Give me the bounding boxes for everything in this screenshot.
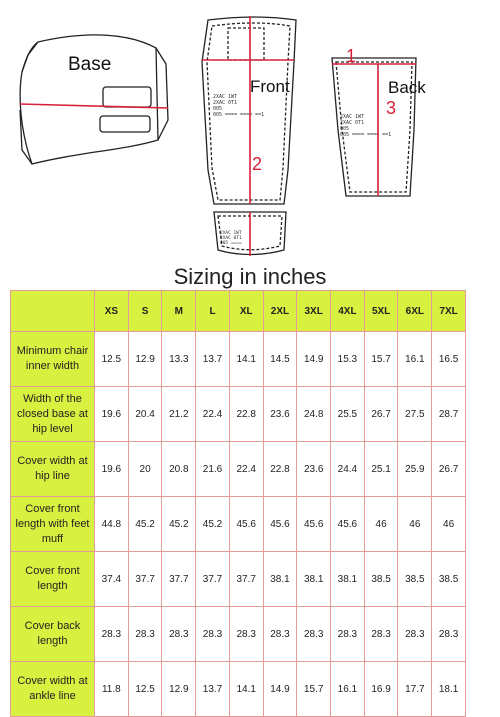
measurement-cell: 14.1 [229, 332, 263, 387]
measurement-cell: 12.9 [162, 662, 196, 717]
measurement-cell: 38.1 [297, 552, 331, 607]
measurement-cell: 28.3 [331, 607, 365, 662]
svg-text:005: 005 [340, 126, 350, 132]
measurement-cell: 46 [364, 497, 398, 552]
marker-3: 3 [386, 98, 397, 118]
measurement-cell: 38.5 [432, 552, 466, 607]
measurement-cell: 22.4 [229, 442, 263, 497]
measurement-cell: 46 [398, 497, 432, 552]
table-row [11, 497, 466, 552]
measurement-cell: 28.3 [162, 607, 196, 662]
row-label: Minimum chair inner width [11, 332, 95, 387]
measurement-cell: 16.9 [364, 662, 398, 717]
size-header-s: S [128, 291, 162, 332]
row-label: Cover width at hip line [11, 442, 95, 497]
measurement-cell: 14.9 [263, 662, 297, 717]
measurement-cell: 37.4 [95, 552, 129, 607]
svg-text:2XAC 0T1: 2XAC 0T1 [220, 236, 242, 241]
marker-1: 1 [346, 46, 357, 66]
measurement-cell: 37.7 [128, 552, 162, 607]
size-header-6xl: 6XL [398, 291, 432, 332]
measurement-cell: 37.7 [229, 552, 263, 607]
measurement-cell: 25.9 [398, 442, 432, 497]
svg-text:2XAC 0T1: 2XAC 0T1 [213, 100, 238, 106]
measurement-cell: 44.8 [95, 497, 129, 552]
measurement-cell: 45.6 [229, 497, 263, 552]
measurement-cell: 25.1 [364, 442, 398, 497]
measurement-cell: 28.3 [263, 607, 297, 662]
size-header-3xl: 3XL [297, 291, 331, 332]
measurement-cell: 28.3 [432, 607, 466, 662]
measurement-cell: 45.6 [263, 497, 297, 552]
pattern-diagram [0, 0, 500, 262]
size-header-xs: XS [95, 291, 129, 332]
measurement-cell: 16.1 [398, 332, 432, 387]
measurement-cell: 15.7 [364, 332, 398, 387]
measurement-cell: 12.9 [128, 332, 162, 387]
sizing-table-body [11, 332, 466, 717]
measurement-cell: 28.3 [398, 607, 432, 662]
measurement-cell: 19.6 [95, 387, 129, 442]
measurement-cell: 25.5 [331, 387, 365, 442]
svg-text:2XAC 1WT: 2XAC 1WT [213, 94, 238, 100]
measurement-cell: 11.8 [95, 662, 129, 717]
measurement-cell: 22.8 [263, 442, 297, 497]
size-header-2xl: 2XL [263, 291, 297, 332]
back-label: Back [388, 78, 426, 97]
svg-text:005: 005 [213, 106, 223, 112]
measurement-cell: 37.7 [196, 552, 230, 607]
measurement-cell: 24.4 [331, 442, 365, 497]
measurement-cell: 20.4 [128, 387, 162, 442]
base-label: Base [68, 54, 112, 75]
svg-text:005 ==== ==== ==1: 005 ==== ==== ==1 [340, 132, 392, 138]
row-label: Cover front length with feet muff [11, 497, 95, 552]
front-label: Front [250, 77, 290, 96]
marker-2: 2 [252, 154, 263, 174]
measurement-cell: 14.9 [297, 332, 331, 387]
measurement-cell: 14.1 [229, 662, 263, 717]
measurement-cell: 46 [432, 497, 466, 552]
row-label: Cover front length [11, 552, 95, 607]
size-header-l: L [196, 291, 230, 332]
measurement-cell: 20.8 [162, 442, 196, 497]
measurement-cell: 45.6 [297, 497, 331, 552]
measurement-cell: 13.7 [196, 662, 230, 717]
measurement-cell: 28.3 [364, 607, 398, 662]
row-label: Cover width at ankle line [11, 662, 95, 717]
measurement-cell: 28.3 [95, 607, 129, 662]
svg-text:2XAC 1WT: 2XAC 1WT [220, 231, 242, 236]
size-header-row [11, 291, 466, 332]
measurement-cell: 45.2 [128, 497, 162, 552]
measurement-cell: 21.6 [196, 442, 230, 497]
measurement-cell: 16.5 [432, 332, 466, 387]
measurement-cell: 38.1 [331, 552, 365, 607]
measurement-cell: 17.7 [398, 662, 432, 717]
measurement-cell: 37.7 [162, 552, 196, 607]
measurement-cell: 13.7 [196, 332, 230, 387]
size-header-xl: XL [229, 291, 263, 332]
measurement-cell: 15.3 [331, 332, 365, 387]
measurement-cell: 19.6 [95, 442, 129, 497]
measurement-cell: 23.6 [263, 387, 297, 442]
measurement-cell: 26.7 [432, 442, 466, 497]
measurement-cell: 18.1 [432, 662, 466, 717]
measurement-cell: 20 [128, 442, 162, 497]
table-row [11, 607, 466, 662]
measurement-cell: 22.4 [196, 387, 230, 442]
table-row [11, 552, 466, 607]
header-corner-cell [11, 291, 95, 332]
measurement-cell: 45.2 [196, 497, 230, 552]
measurement-cell: 23.6 [297, 442, 331, 497]
table-row [11, 387, 466, 442]
svg-text:2XAC 0T1: 2XAC 0T1 [340, 120, 365, 126]
measurement-cell: 14.5 [263, 332, 297, 387]
measurement-cell: 22.8 [229, 387, 263, 442]
measurement-cell: 12.5 [95, 332, 129, 387]
feet-muff-print-info [220, 230, 242, 246]
measurement-cell: 28.3 [196, 607, 230, 662]
measurement-cell: 38.1 [263, 552, 297, 607]
measurement-cell: 12.5 [128, 662, 162, 717]
measurement-cell: 45.6 [331, 497, 365, 552]
measurement-cell: 26.7 [364, 387, 398, 442]
measurement-cell: 45.2 [162, 497, 196, 552]
measurement-cell: 28.3 [229, 607, 263, 662]
table-row [11, 442, 466, 497]
measurement-cell: 38.5 [364, 552, 398, 607]
measurement-cell: 28.3 [128, 607, 162, 662]
size-header-4xl: 4XL [331, 291, 365, 332]
measurement-cell: 27.5 [398, 387, 432, 442]
size-header-5xl: 5XL [364, 291, 398, 332]
measurement-cell: 24.8 [297, 387, 331, 442]
measurement-cell: 38.5 [398, 552, 432, 607]
table-title: Sizing in inches [173, 264, 327, 289]
svg-text:2XAC 1WT: 2XAC 1WT [340, 114, 365, 120]
measurement-cell: 28.3 [297, 607, 331, 662]
measurement-cell: 21.2 [162, 387, 196, 442]
sizing-table [10, 290, 466, 717]
table-row [11, 332, 466, 387]
measurement-cell: 15.7 [297, 662, 331, 717]
svg-text:005 ====: 005 ==== [220, 241, 242, 246]
row-label: Cover back length [11, 607, 95, 662]
size-header-7xl: 7XL [432, 291, 466, 332]
measurement-cell: 16.1 [331, 662, 365, 717]
row-label: Width of the closed base at hip level [11, 387, 95, 442]
size-header-m: M [162, 291, 196, 332]
table-row [11, 662, 466, 717]
measurement-cell: 28.7 [432, 387, 466, 442]
svg-text:005 ==== ==== ==1: 005 ==== ==== ==1 [213, 112, 265, 118]
measurement-cell: 13.3 [162, 332, 196, 387]
